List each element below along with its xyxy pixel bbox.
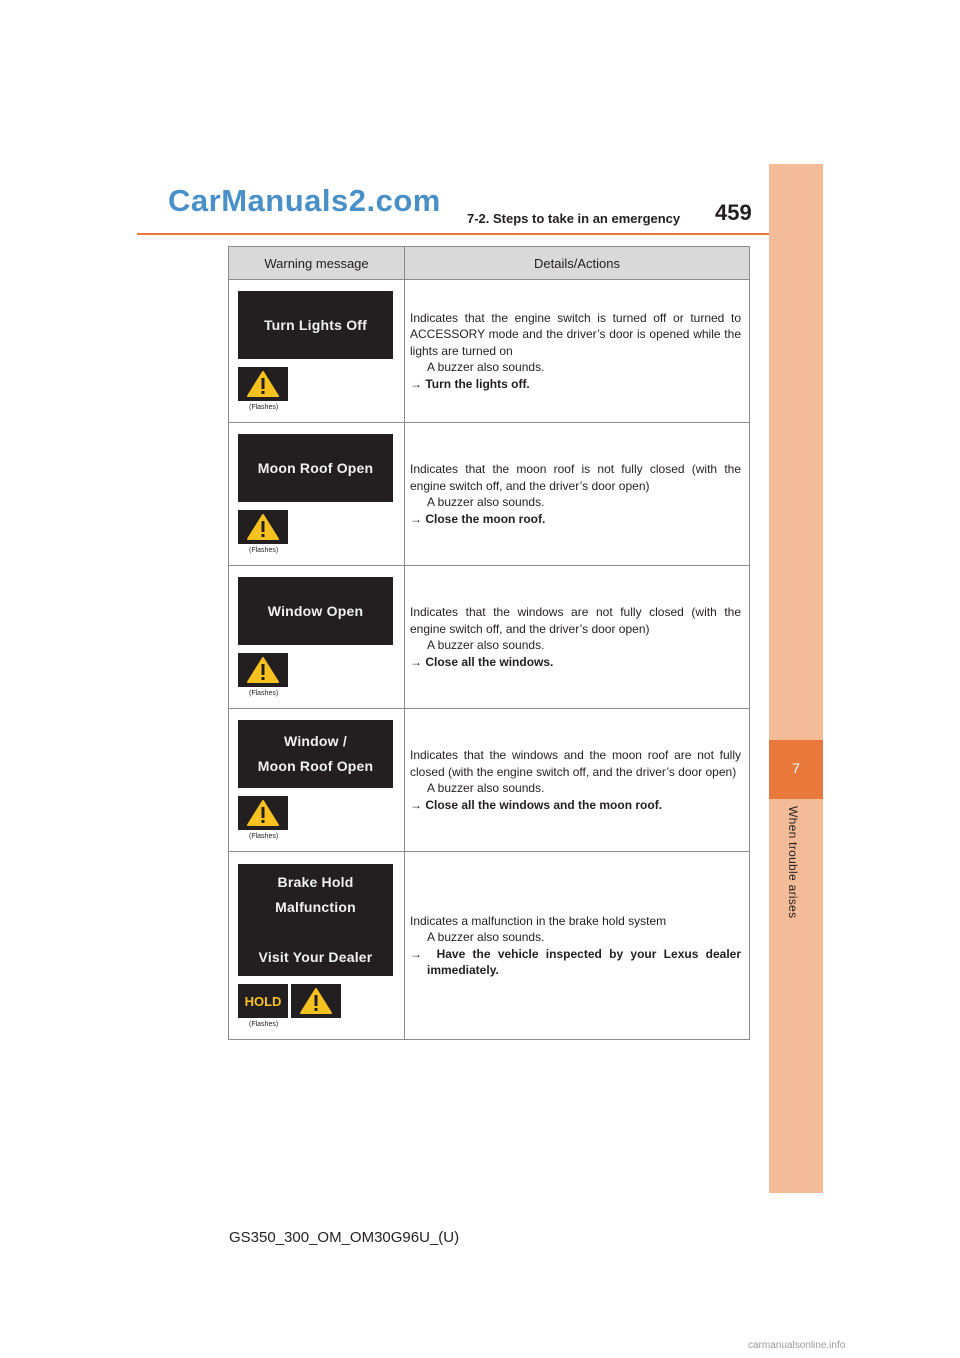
page-number: 459 bbox=[715, 200, 752, 225]
warning-triangle-icon bbox=[238, 367, 288, 401]
message-description: Indicates that the windows are not fully closed (with the engine switch off, and the driver’s door open) bbox=[410, 605, 741, 636]
action-line bbox=[410, 797, 741, 814]
message-description: Indicates a malfunction in the brake hold system bbox=[410, 913, 667, 928]
action-line bbox=[410, 511, 741, 528]
message-description: Indicates that the windows and the moon roof are not fully closed (with the engine switch off, and the driver’s door open) bbox=[410, 748, 741, 779]
chapter-side-band bbox=[769, 164, 823, 1193]
right-arrow-icon: → bbox=[410, 946, 437, 961]
table-header-row bbox=[229, 247, 750, 280]
buzzer-note: A buzzer also sounds. bbox=[427, 360, 545, 375]
action-line bbox=[410, 946, 741, 979]
action-text: Close the moon roof. bbox=[425, 511, 546, 526]
warning-message-table bbox=[228, 246, 750, 1040]
warning-image-cell bbox=[229, 280, 405, 423]
display-text-line-1: Brake Hold bbox=[277, 874, 354, 890]
right-arrow-icon: → bbox=[410, 654, 426, 669]
details-cell bbox=[405, 280, 750, 423]
display-screen bbox=[238, 720, 393, 788]
column-header-details-actions: Details/Actions bbox=[405, 247, 750, 280]
display-text: Turn Lights Off bbox=[263, 316, 368, 333]
warning-triangle-icon bbox=[238, 796, 288, 830]
display-screen bbox=[238, 434, 393, 502]
display-text: Window Open bbox=[267, 602, 364, 619]
chapter-number: 7 bbox=[792, 760, 800, 776]
table-row bbox=[229, 280, 750, 423]
hold-label: HOLD bbox=[244, 993, 282, 1009]
display-text-line-1: Window / bbox=[284, 733, 347, 749]
details-cell bbox=[405, 852, 750, 1040]
details-cell bbox=[405, 709, 750, 852]
buzzer-note: A buzzer also sounds. bbox=[427, 495, 545, 509]
action-text: Turn the lights off. bbox=[425, 376, 530, 391]
watermark-logo: CarManuals2.com bbox=[168, 183, 441, 218]
section-title: 7-2. Steps to take in an emergency bbox=[467, 211, 681, 226]
action-text: Have the vehicle inspected by your Lexus dealer immediately. bbox=[427, 946, 742, 977]
warning-image-cell bbox=[229, 566, 405, 709]
brake-hold-indicator-icon bbox=[238, 984, 288, 1018]
action-text: Close all the windows and the moon roof. bbox=[425, 797, 663, 812]
display-screen bbox=[238, 864, 393, 976]
action-text: Close all the windows. bbox=[425, 654, 554, 669]
display-text-line-4: Visit Your Dealer bbox=[258, 949, 373, 965]
warning-image-cell bbox=[229, 852, 405, 1040]
buzzer-note: A buzzer also sounds. bbox=[427, 638, 545, 652]
buzzer-note: A buzzer also sounds. bbox=[427, 781, 545, 795]
message-description: Indicates that the engine switch is turned off or turned to ACCESSORY mode and the driver’s door is opened while the lights are turned on bbox=[410, 310, 741, 358]
action-line bbox=[410, 376, 741, 393]
details-cell bbox=[405, 566, 750, 709]
table-row bbox=[229, 566, 750, 709]
warning-triangle-icon bbox=[238, 653, 288, 687]
right-arrow-icon: → bbox=[410, 376, 426, 391]
table-row bbox=[229, 423, 750, 566]
flashes-label: (Flashes) bbox=[249, 547, 279, 554]
flashes-label: (Flashes) bbox=[249, 1021, 279, 1028]
chapter-label: When trouble arises bbox=[786, 806, 800, 919]
warning-triangle-icon bbox=[291, 984, 341, 1018]
display-screen bbox=[238, 291, 393, 359]
flashes-label: (Flashes) bbox=[249, 833, 279, 840]
display-text-line-2: Moon Roof Open bbox=[257, 758, 374, 774]
table-row bbox=[229, 852, 750, 1040]
buzzer-note: A buzzer also sounds. bbox=[427, 930, 545, 944]
footer-watermark: carmanualsonline.info bbox=[748, 1340, 846, 1351]
display-screen bbox=[238, 577, 393, 645]
table-row bbox=[229, 709, 750, 852]
details-cell bbox=[405, 423, 750, 566]
right-arrow-icon: → bbox=[410, 511, 426, 526]
warning-image-cell bbox=[229, 709, 405, 852]
column-header-warning-message: Warning message bbox=[229, 247, 405, 280]
action-line bbox=[410, 654, 741, 671]
flashes-label: (Flashes) bbox=[249, 690, 279, 697]
display-text-line-3 bbox=[313, 920, 317, 945]
message-description: Indicates that the moon roof is not fully closed (with the engine switch off, and the driver’s door open) bbox=[410, 462, 741, 493]
display-text-line-2: Malfunction bbox=[275, 899, 356, 915]
right-arrow-icon: → bbox=[410, 797, 426, 812]
header-rule bbox=[137, 233, 823, 235]
warning-image-cell bbox=[229, 423, 405, 566]
display-text: Moon Roof Open bbox=[257, 459, 374, 476]
flashes-label: (Flashes) bbox=[249, 404, 279, 411]
document-id: GS350_300_OM_OM30G96U_(U) bbox=[229, 1229, 460, 1246]
warning-triangle-icon bbox=[238, 510, 288, 544]
